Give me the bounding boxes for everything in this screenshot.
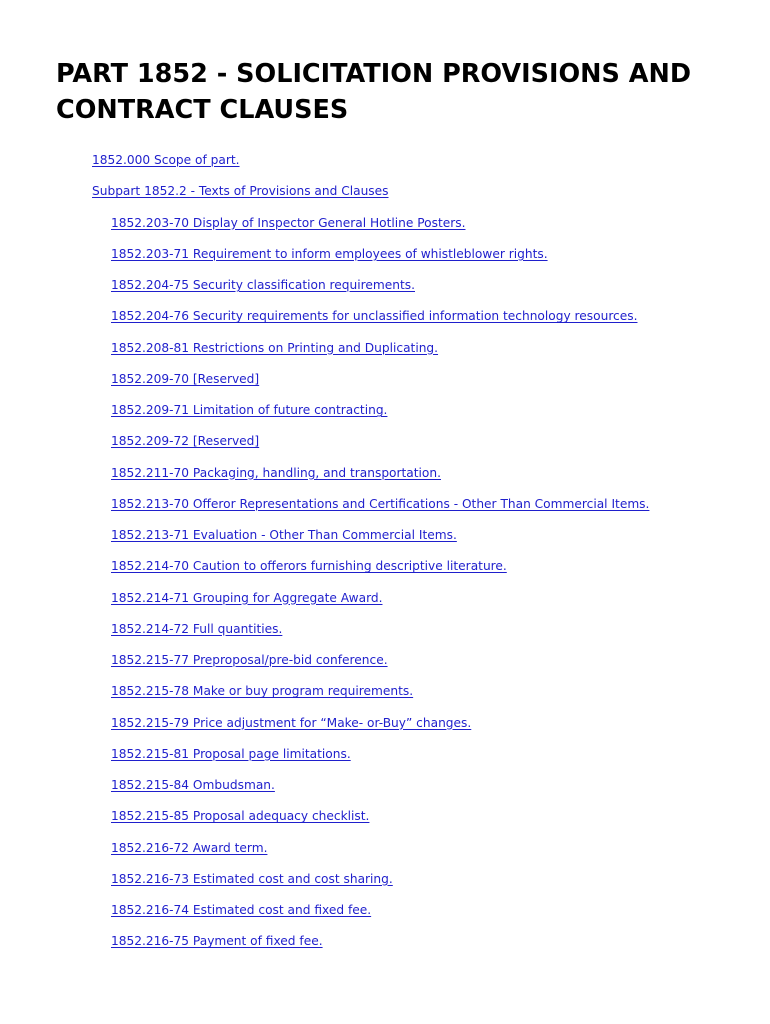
toc-item [0, 893, 770, 924]
toc-item [0, 424, 770, 455]
toc-clause-link[interactable]: 1852.208-81 Restrictions on Printing and Duplicating. [111, 340, 439, 355]
toc-clause-link[interactable]: 1852.214-72 Full quantities. [111, 621, 283, 636]
toc-clause-link[interactable]: 1852.203-71 Requirement to inform employees of whistleblower rights. [111, 246, 548, 261]
toc-clause-link[interactable]: 1852.213-71 Evaluation - Other Than Commercial Items. [111, 528, 457, 542]
toc-clause-link[interactable]: 1852.215-79 Price adjustment for “Make- or-Buy” changes. [111, 715, 472, 730]
toc-item [0, 643, 770, 674]
toc-clause-link[interactable]: 1852.215-84 Ombudsman. [111, 778, 275, 792]
toc-item [0, 674, 770, 705]
toc-clause-link[interactable]: 1852.203-70 Display of Inspector General Hotline Posters. [111, 215, 466, 230]
toc-clause-link[interactable]: 1852.215-81 Proposal page limitations. [111, 746, 351, 761]
toc-item [0, 612, 770, 643]
toc-item [0, 237, 770, 268]
toc-clause-link[interactable]: 1852.214-70 Caution to offerors furnishing descriptive literature. [111, 559, 507, 574]
table-of-contents [0, 143, 770, 956]
toc-item [0, 799, 770, 830]
toc-item [0, 487, 770, 518]
toc-item [0, 518, 770, 549]
toc-item [0, 831, 770, 862]
toc-item [0, 393, 770, 424]
toc-item [0, 737, 770, 768]
toc-item [0, 299, 770, 330]
toc-clause-link[interactable]: 1852.216-73 Estimated cost and cost sharing. [111, 871, 393, 886]
toc-clause-link[interactable]: 1852.216-74 Estimated cost and fixed fee. [111, 903, 372, 917]
toc-clause-link[interactable]: 1852.215-78 Make or buy program requirements. [111, 684, 414, 699]
toc-item [0, 143, 770, 174]
toc-item [0, 706, 770, 737]
toc-section-link[interactable]: Subpart 1852.2 - Texts of Provisions and Clauses [92, 184, 389, 199]
toc-clause-link[interactable]: 1852.204-76 Security requirements for unclassified information technology resources. [111, 309, 638, 324]
toc-item [0, 331, 770, 362]
toc-clause-link[interactable]: 1852.204-75 Security classification requirements. [111, 278, 415, 292]
toc-clause-link[interactable]: 1852.211-70 Packaging, handling, and transportation. [111, 465, 441, 480]
toc-clause-link[interactable]: 1852.213-70 Offeror Representations and Certifications - Other Than Commercial Items. [111, 496, 650, 511]
toc-item [0, 862, 770, 893]
toc-clause-link[interactable]: 1852.214-71 Grouping for Aggregate Award. [111, 590, 383, 605]
toc-item [0, 549, 770, 580]
toc-item [0, 924, 770, 955]
toc-section-link[interactable]: 1852.000 Scope of part. [92, 153, 240, 167]
toc-clause-link[interactable]: 1852.216-75 Payment of fixed fee. [111, 934, 323, 949]
toc-clause-link[interactable]: 1852.215-77 Preproposal/pre-bid conference. [111, 653, 388, 667]
toc-item [0, 768, 770, 799]
toc-item [0, 174, 770, 205]
toc-item [0, 268, 770, 299]
toc-clause-link[interactable]: 1852.209-71 Limitation of future contracting. [111, 403, 388, 417]
page-title: PART 1852 - SOLICITATION PROVISIONS AND CONTRACT CLAUSES [56, 59, 691, 125]
toc-item [0, 456, 770, 487]
toc-clause-link[interactable]: 1852.209-70 [Reserved] [111, 371, 260, 386]
toc-item [0, 362, 770, 393]
toc-item [0, 581, 770, 612]
toc-clause-link[interactable]: 1852.209-72 [Reserved] [111, 434, 260, 449]
toc-clause-link[interactable]: 1852.216-72 Award term. [111, 840, 268, 855]
toc-item [0, 206, 770, 237]
toc-clause-link[interactable]: 1852.215-85 Proposal adequacy checklist. [111, 809, 370, 824]
